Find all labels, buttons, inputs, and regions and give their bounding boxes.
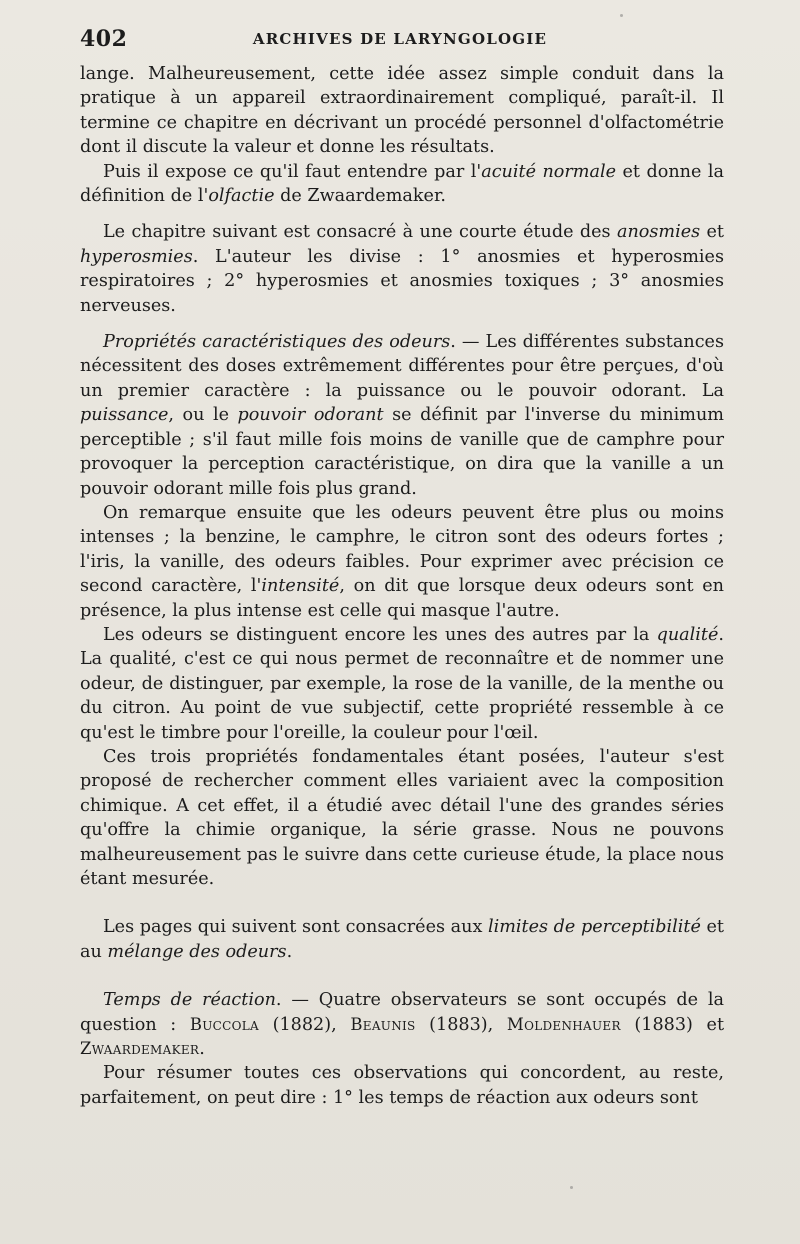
- paragraph-anosmies: Le chapitre suivant est consacré à une courte étude des anosmies et hyperosmies. L'auteur les divise : 1° anosmies et hyperosmies respiratoires ; 2° hyperosmies et anosmies toxiques ; 3° anosmies nerveuses.: [80, 222, 725, 316]
- running-title: ARCHIVES DE LARYNGOLOGIE: [252, 30, 548, 48]
- paragraph-normal-acuity: Puis il expose ce qu'il faut entendre par l'acuité normale et donne la définition de l'olfactie de Zwaardemaker.: [80, 161, 724, 207]
- paper-speck: [570, 1186, 573, 1189]
- paragraph-quality: Les odeurs se distinguent encore les unes des autres par la qualité. La qualité, c'est ce qui nous permet de reconnaître et de nommer une odeur, de distinguer, par exemple, la rose de la vanille, de la menthe ou du citron. Au point de vue subjectif, cette propriété ressemble à ce qu'est le timbre pour l'oreille, la couleur pour l'œil.: [80, 624, 724, 743]
- paragraph-olfactometry: lange. Malheureusement, cette idée assez simple conduit dans la pratique à un appareil extraordinairement compliqué, paraît-il. Il termine ce chapitre en décrivant un procédé personnel d'olfactométrie dont il discute la valeur et donne les résultats.: [80, 64, 724, 158]
- paper-speck: [620, 14, 623, 17]
- page-number: 402: [80, 26, 128, 52]
- section-heading-properties: Propriétés caractéristiques des odeurs: [103, 332, 451, 353]
- body-text: [80, 62, 724, 1110]
- paragraph-perceptibility: Les pages qui suivent sont consacrées aux limites de perceptibilité et au mélange des odeurs.: [80, 917, 724, 962]
- paragraph-intensity: On remarque ensuite que les odeurs peuvent être plus ou moins intenses ; la benzine, le camphre, le citron sont des odeurs fortes ; l'iris, la vanille, des odeurs faibles. Pour exprimer avec précision ce second caractère, l'intensité, on dit que lorsque deux odeurs sont en présence, la plus intense est celle qui masque l'autre.: [80, 502, 724, 621]
- paragraph-summary: Pour résumer toutes ces observations qui concordent, au reste, parfaitement, on peut dire : 1° les temps de réaction aux odeurs sont: [80, 1063, 724, 1108]
- paragraph-odor-properties: Propriétés caractéristiques des odeurs. — Les différentes substances nécessitent des doses extrêmement différentes pour être perçues, d'où un premier caractère : la puissance ou le pouvoir odorant. La puissance, ou le pouvoir odorant se définit par l'inverse du minimum perceptible ; s'il faut mille fois moins de vanille que de camphre pour provoquer la perception caractéristique, on dira que la vanille a un pouvoir odorant mille fois plus grand.: [80, 332, 724, 499]
- paragraph-reaction-time: Temps de réaction. — Quatre observateurs se sont occupés de la question : Buccola (1882), Beaunis (1883), Moldenhauer (1883) et Zwaardemaker.: [80, 990, 725, 1060]
- paragraph-chemical-composition: Ces trois propriétés fondamentales étant posées, l'auteur s'est proposé de rechercher comment elles variaient avec la composition chimique. A cet effet, il a étudié avec détail l'une des grandes séries qu'offre la chimie organique, la série grasse. Nous ne pouvons malheureusement pas le suivre dans cette curieuse étude, la place nous étant mesurée.: [80, 746, 724, 889]
- section-heading-reaction-time: Temps de réaction: [103, 990, 276, 1011]
- page-header: [80, 26, 720, 56]
